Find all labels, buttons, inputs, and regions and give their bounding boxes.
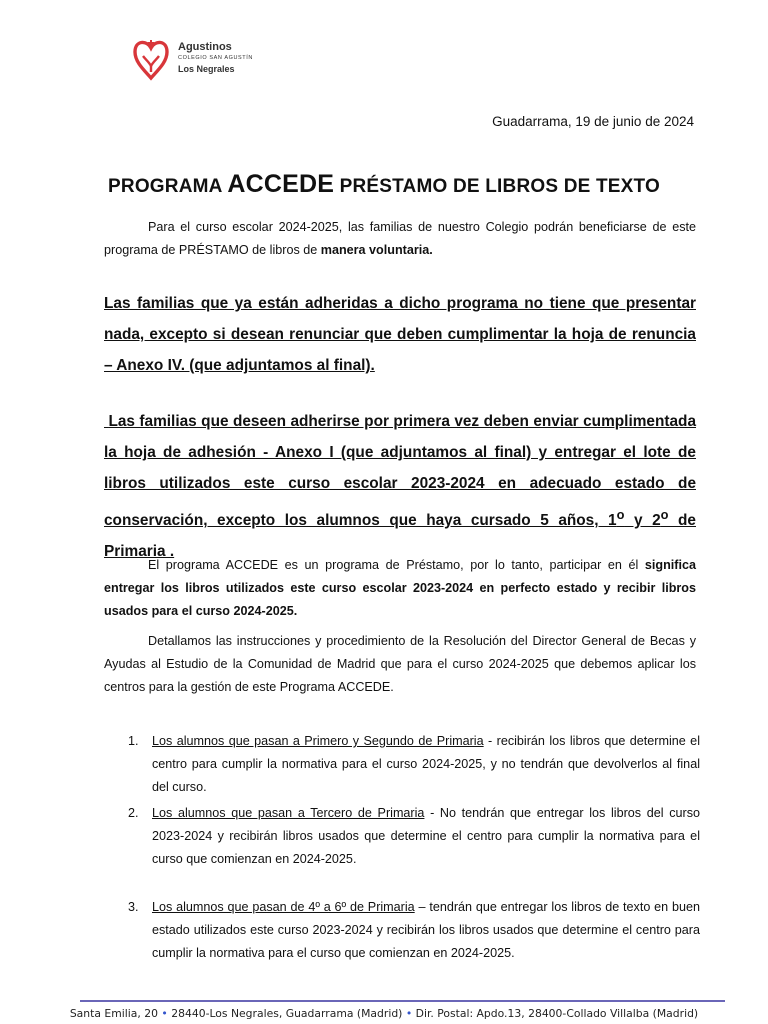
program-description-paragraph xyxy=(104,554,696,623)
notice-existing-families: Las familias que ya están adheridas a dicho programa no tiene que presentar nada, excepto si desean renunciar que deben cumplimentar la hoja de renuncia – Anexo IV. (que adjuntamos al final). xyxy=(104,295,696,374)
list-item-lead: Los alumnos que pasan a Primero y Segundo de Primaria xyxy=(152,734,484,748)
list-item-text xyxy=(152,802,700,871)
para1-text: El programa ACCEDE es un programa de Préstamo, por lo tanto, participar en él xyxy=(148,558,645,572)
notice2-sup2: o xyxy=(660,507,669,522)
logo-location: Los Negrales xyxy=(178,63,235,74)
bullet-icon: • xyxy=(405,1007,413,1020)
list-item-number: 2. xyxy=(128,806,139,820)
footer-divider xyxy=(80,1000,725,1002)
document-date: Guadarrama, 19 de junio de 2024 xyxy=(492,114,694,129)
document-title xyxy=(0,170,768,199)
title-program-name: ACCEDE xyxy=(227,170,335,198)
bullet-icon: • xyxy=(161,1007,168,1020)
list-item-rest: - recibirán los libros que determine el centro para cumplir la normativa para el curso 2024-2025, y no tendrán que devolverlos al final del curso. xyxy=(152,734,700,794)
notice2-sup1: o xyxy=(616,507,625,522)
title-part-3: PRÉSTAMO DE LIBROS DE TEXTO xyxy=(334,176,660,197)
notice-new-families xyxy=(104,406,696,567)
list-item-lead: Los alumnos que pasan a Tercero de Primaria xyxy=(152,806,425,820)
intro-bold: manera voluntaria. xyxy=(320,243,433,257)
list-item-rest: – tendrán que entregar los libros de texto en buen estado utilizados este curso 2023-2024 y recibirán los libros usados que determine el centro para cumplir la normativa para el curso que comienzan en 2024-2025. xyxy=(152,900,700,960)
list-item-rest: - No tendrán que entregar los libros del curso 2023-2024 y recibirán libros usados que determine el centro para cumplir la normativa para el curso que comienzan en 2024-2025. xyxy=(152,806,700,866)
notice2-mid: y 2 xyxy=(624,512,661,530)
notice2-text: Las familias que deseen adherirse por primera vez deben enviar cumplimentada la hoja de adhesión - Anexo I (que adjuntamos al final) y entregar el lote de libros utilizados este curso escolar 2023-2024 en adecuado estado de conservación, excepto los alumnos que haya cursado 5 años, 1 xyxy=(104,413,697,530)
footer-postal-address: Dir. Postal: Apdo.13, 28400-Collado Villalba (Madrid) xyxy=(412,1007,699,1020)
notice2-end: de Primaria . xyxy=(104,512,696,561)
intro-text: Para el curso escolar 2024-2025, las familias de nuestro Colegio podrán beneficiarse de este programa de PRÉSTAMO de libros de xyxy=(104,220,696,257)
list-item-text xyxy=(152,896,700,965)
footer-address xyxy=(0,1007,768,1020)
title-part-1: PROGRAMA xyxy=(108,176,228,197)
list-item-text xyxy=(152,730,700,799)
instructions-paragraph: Detallamos las instrucciones y procedimiento de la Resolución del Director General de Becas y Ayudas al Estudio de la Comunidad de Madrid que para el curso 2024-2025 que debemos aplicar los centros para la gestión de este Programa ACCEDE. xyxy=(104,634,696,694)
school-logo xyxy=(130,36,280,82)
intro-paragraph xyxy=(104,216,696,262)
para1-bold: significa entregar los libros utilizados este curso escolar 2023-2024 en perfecto estado y recibir libros usados para el curso 2024-2025. xyxy=(104,558,696,618)
footer-postal: 28440-Los Negrales, Guadarrama (Madrid) xyxy=(167,1007,406,1020)
list-item-number: 3. xyxy=(128,900,139,914)
footer-street: Santa Emilia, 20 xyxy=(69,1007,162,1020)
heart-logo-icon xyxy=(130,36,172,82)
list-item-lead: Los alumnos que pasan de 4º a 6º de Primaria xyxy=(152,900,415,914)
list-item-number: 1. xyxy=(128,734,139,748)
logo-subtitle: COLEGIO SAN AGUSTÍN xyxy=(178,55,253,61)
logo-title: Agustinos xyxy=(178,41,232,53)
